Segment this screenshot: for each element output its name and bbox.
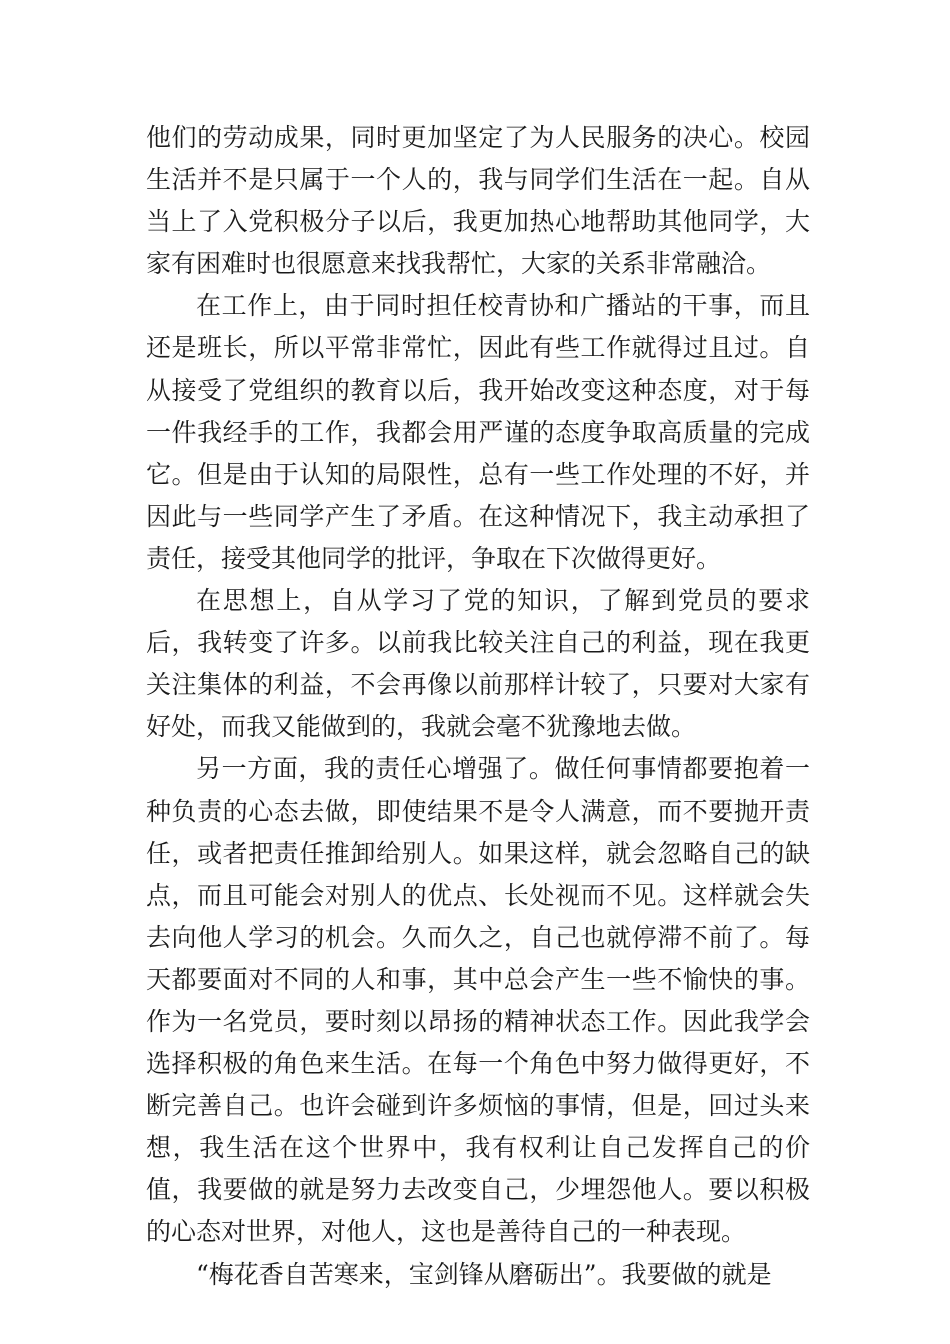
paragraph-work: 在工作上，由于同时担任校青协和广播站的干事，而且还是班长，所以平常非常忙，因此有些工作就得过且过。自从接受了党组织的教育以后，我开始改变这种态度，对于每一件我经手的工作，我都会用严谨的态度争取高质量的完成它。但是由于认知的局限性，总有一些工作处理的不好，并因此与一些同学产生了矛盾。在这种情况下，我主动承担了责任，接受其他同学的批评，争取在下次做得更好。 [146,291,810,573]
paragraph-continuation: 他们的劳动成果，同时更加坚定了为人民服务的决心。校园生活并不是只属于一个人的，我与同学们生活在一起。自从当上了入党积极分子以后，我更加热心地帮助其他同学，大家有困难时也很愿意来找我帮忙，大家的关系非常融洽。 [146,123,810,279]
document-body [146,117,810,1296]
paragraph-quote: “梅花香自苦寒来，宝剑锋从磨砺出”。我要做的就是 [196,1259,772,1289]
paragraph-responsibility: 另一方面，我的责任心增强了。做任何事情都要抱着一种负责的心态去做，即使结果不是令人满意，而不要抛开责任，或者把责任推卸给别人。如果这样，就会忽略自己的缺点，而且可能会对别人的优点、长处视而不见。这样就会失去向他人学习的机会。久而久之，自己也就停滞不前了。每天都要面对不同的人和事，其中总会产生一些不愉快的事。作为一名党员，要时刻以昂扬的精神状态工作。因此我学会选择积极的角色来生活。在每一个角色中努力做得更好，不断完善自己。也许会碰到许多烦恼的事情，但是，回过头来想，我生活在这个世界中，我有权利让自己发挥自己的价值，我要做的就是努力去改变自己，少埋怨他人。要以积极的心态对世界，对他人，这也是善待自己的一种表现。 [146,754,810,1247]
paragraph-thought: 在思想上，自从学习了党的知识，了解到党员的要求后，我转变了许多。以前我比较关注自己的利益，现在我更关注集体的利益，不会再像以前那样计较了，只要对大家有好处，而我又能做到的，我就会毫不犹豫地去做。 [146,586,810,742]
